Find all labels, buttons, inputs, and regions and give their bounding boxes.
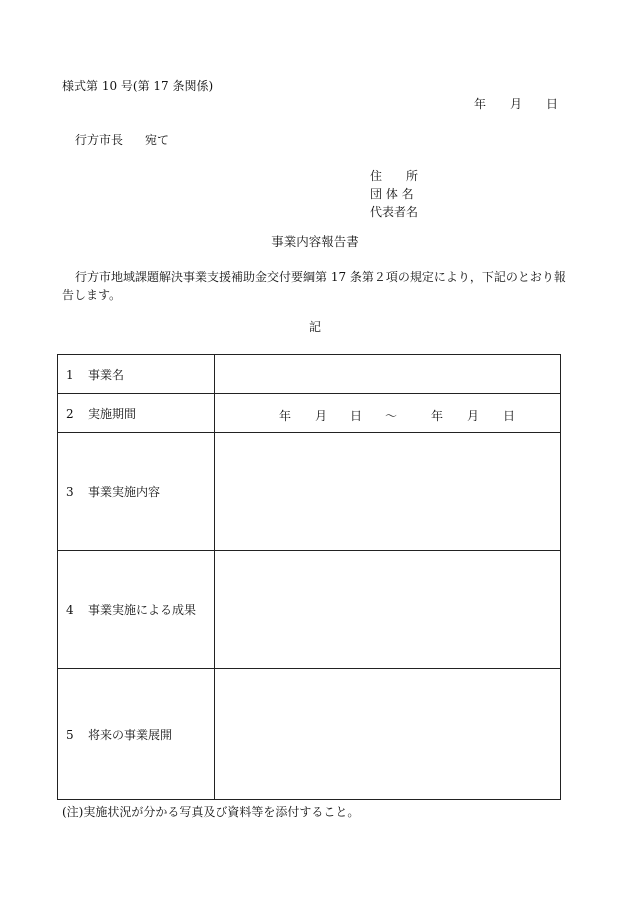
date-day: 日 [546,97,559,111]
row-label-text: 実施期間 [88,406,137,421]
period-end-year: 年 [431,409,444,423]
date-month: 月 [510,97,523,111]
addressee-suffix: 宛て [145,133,170,147]
date-year: 年 [474,97,487,111]
form-number: 様式第 10 号(第 17 条関係) [62,79,214,93]
addressee-name: 行方市長 [75,133,124,147]
period-tilde: ～ [385,409,398,423]
period-end-day: 日 [503,409,516,423]
row-label-text: 事業名 [88,367,125,382]
future-development-cell[interactable] [215,669,561,800]
period-end-month: 月 [467,409,480,423]
footnote: (注)実施状況が分かる写真及び資料等を添付すること。 [62,805,360,819]
report-table [57,354,561,800]
row-label [58,551,215,669]
period-start-month: 月 [315,409,328,423]
body-text: 行方市地域課題解決事業支援補助金交付要綱第 17 条第２項の規定により，下記のとおり報告します。 [62,270,566,302]
row-number: 5 [66,727,74,742]
row-label [58,394,215,433]
row-label-text: 事業実施内容 [88,485,161,499]
date-line [474,98,558,110]
document-title: 事業内容報告書 [271,234,359,249]
sender-block [370,167,418,221]
table-row [58,669,561,800]
implementation-content-cell[interactable] [215,433,561,551]
period-cell[interactable] [215,394,561,433]
ki-heading: 記 [308,320,321,334]
sender-representative-label: 代表者名 [370,205,419,219]
period-start-day: 日 [350,409,363,423]
project-name-cell[interactable] [215,355,561,394]
row-number: 2 [66,406,74,421]
sender-address-label: 住 所 [370,169,419,183]
row-number: 3 [66,485,74,499]
period-start-year: 年 [279,409,292,423]
table-row [58,433,561,551]
sender-organization-label: 団 体 名 [370,187,414,201]
row-label-text: 事業実施による成果 [88,603,197,617]
table-row [58,551,561,669]
row-label [58,355,215,394]
row-number: 4 [66,603,74,617]
period-fields [215,394,560,432]
table-row [58,394,561,433]
row-label [58,433,215,551]
row-label [58,669,215,800]
row-label-text: 将来の事業展開 [88,727,173,742]
addressee [75,134,169,146]
row-number: 1 [66,367,74,382]
results-cell[interactable] [215,551,561,669]
table-row [58,355,561,394]
